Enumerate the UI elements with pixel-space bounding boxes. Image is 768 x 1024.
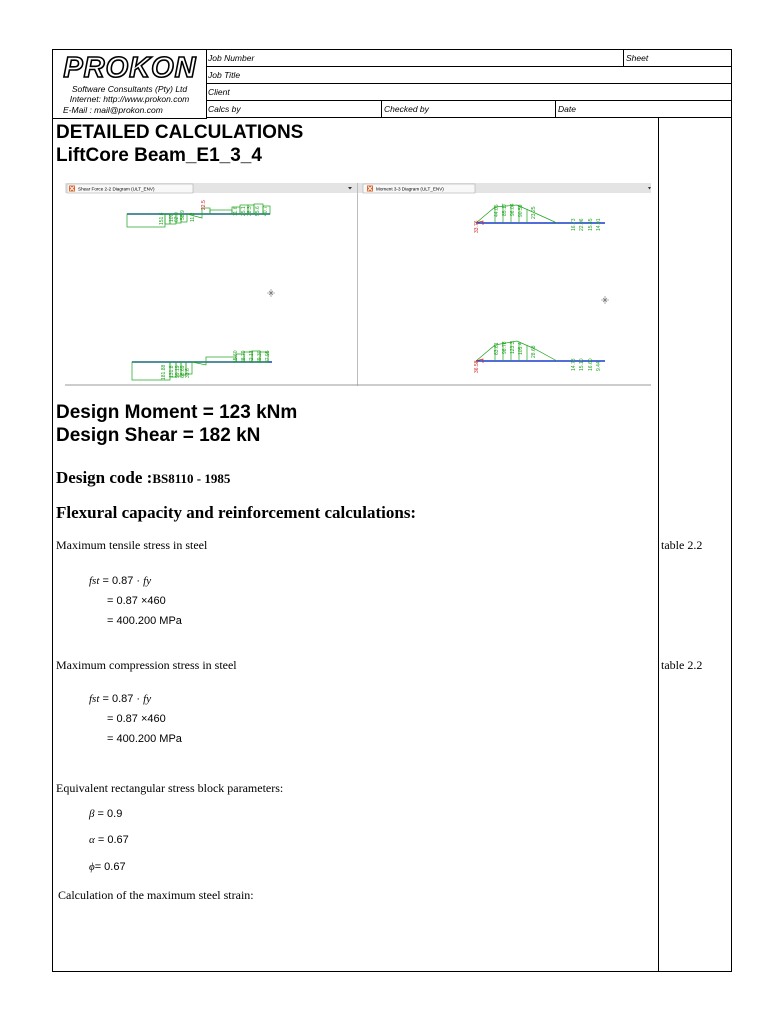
svg-text:68.69: 68.69	[180, 365, 186, 378]
svg-text:44.05: 44.05	[494, 204, 500, 217]
tensile-table-ref: table 2.2	[661, 538, 703, 552]
svg-text:14.78: 14.78	[571, 358, 577, 371]
svg-text:25.1: 25.1	[241, 206, 247, 216]
tensile-eq-3: = 400.200 MPa	[107, 615, 182, 627]
steel-strain-label: Calculation of the maximum steel strain:	[58, 888, 254, 902]
fst-symbol: fst	[89, 575, 100, 587]
svg-text:28.79: 28.79	[241, 350, 247, 363]
page-title: DETAILED CALCULATIONS	[56, 122, 304, 143]
svg-text:151.6: 151.6	[159, 212, 165, 225]
design-code-value: BS8110 - 1985	[152, 471, 231, 486]
tensile-eq-1	[89, 575, 151, 587]
compression-stress-label: Maximum compression stress in steel	[56, 658, 237, 672]
beta-eq	[89, 808, 122, 820]
fy-symbol: fy	[143, 575, 152, 587]
shear-diagram-top	[127, 200, 270, 227]
checked-by-field[interactable]	[382, 101, 556, 118]
prokon-logo	[57, 52, 203, 82]
svg-text:38.3: 38.3	[247, 206, 253, 216]
client-field[interactable]	[206, 84, 732, 101]
shear-diagram-bottom	[132, 350, 272, 380]
right-tab-label: Moment 3-3 Diagram (ULT_ENV)	[376, 186, 444, 192]
design-code-label: Design code :	[56, 468, 153, 487]
sheet-label: Sheet	[626, 53, 649, 63]
svg-text:22.5: 22.5	[201, 200, 207, 210]
svg-text:89.30: 89.30	[257, 350, 263, 363]
moment-diagram-top	[474, 203, 605, 233]
date-field[interactable]	[556, 101, 732, 118]
tensile-stress-label: Maximum tensile stress in steel	[56, 538, 208, 552]
svg-text:90.59: 90.59	[518, 204, 524, 217]
svg-text:28.68: 28.68	[531, 345, 537, 358]
moment-diagram-bottom	[474, 341, 605, 373]
company-name: Software Consultants (Pty) Ltd	[71, 84, 188, 94]
left-tab-label: Shear Force 2-2 Diagram (ULT_ENV)	[78, 186, 155, 192]
beta-value: = 0.9	[97, 808, 123, 820]
svg-text:123.3: 123.3	[510, 341, 516, 354]
close-icon	[69, 186, 75, 192]
svg-text:36.58: 36.58	[474, 360, 480, 373]
stress-block-label: Equivalent rectangular stress block parameters:	[56, 781, 284, 795]
tensile-eq-2: = 0.87 ×460	[107, 595, 166, 607]
close-icon	[367, 186, 373, 192]
move-cursor-icon	[601, 296, 609, 304]
svg-text:15.60: 15.60	[233, 350, 239, 363]
job-title-label: Job Title	[208, 70, 241, 80]
svg-text:62.13: 62.13	[249, 350, 255, 363]
date-label: Date	[558, 104, 576, 114]
compression-table-ref: table 2.2	[661, 658, 703, 672]
svg-text:9.44: 9.44	[596, 361, 602, 371]
phi-eq	[89, 861, 126, 873]
design-code	[56, 468, 230, 488]
phi-symbol: ϕ	[89, 861, 95, 873]
compression-eq-3: = 400.200 MPa	[107, 733, 182, 745]
fst-symbol: fst	[89, 693, 100, 705]
reference-column-divider	[658, 118, 659, 972]
beam-diagrams	[65, 183, 651, 386]
sheet-field[interactable]	[624, 50, 732, 67]
move-cursor-icon	[267, 289, 275, 297]
beam-title: LiftCore Beam_E1_3_4	[56, 145, 262, 166]
tensile-eq-1-text: = 0.87 ·	[102, 575, 144, 587]
svg-text:131.8: 131.8	[169, 365, 175, 378]
company-email: E-Mail : mail@prokon.com	[63, 105, 163, 115]
svg-text:22.06: 22.06	[579, 218, 585, 231]
calcs-by-field[interactable]	[206, 101, 382, 118]
svg-text:99.19: 99.19	[175, 365, 181, 378]
job-number-field[interactable]	[206, 50, 624, 67]
beta-symbol: β	[89, 808, 95, 820]
alpha-symbol: α	[89, 834, 95, 846]
svg-text:16.73: 16.73	[571, 218, 577, 231]
svg-text:23.25: 23.25	[531, 206, 537, 219]
checked-by-label: Checked by	[384, 104, 429, 114]
svg-text:105.4: 105.4	[518, 342, 524, 355]
svg-text:107: 107	[169, 213, 175, 222]
svg-text:11.6: 11.6	[233, 206, 239, 216]
alpha-value: = 0.67	[97, 834, 129, 846]
calcs-by-label: Calcs by	[208, 104, 241, 114]
svg-text:40.7: 40.7	[263, 206, 269, 216]
job-number-label: Job Number	[208, 53, 255, 63]
svg-text:15.45: 15.45	[588, 218, 594, 231]
svg-text:181.88: 181.88	[161, 364, 167, 380]
svg-text:62.9: 62.9	[174, 212, 180, 222]
svg-text:85.17: 85.17	[502, 203, 508, 216]
svg-text:55.6: 55.6	[255, 206, 261, 216]
calculation-sheet	[52, 49, 732, 972]
design-moment: Design Moment = 123 kNm	[56, 402, 298, 423]
prokon-logo-text: PROKON	[63, 52, 197, 82]
svg-text:63.61: 63.61	[494, 342, 500, 355]
svg-text:15.10: 15.10	[579, 358, 585, 371]
alpha-eq	[89, 834, 129, 846]
svg-text:96.04: 96.04	[510, 203, 516, 216]
phi-value: = 0.67	[94, 861, 126, 873]
svg-text:98.78: 98.78	[502, 341, 508, 354]
svg-text:11.2: 11.2	[190, 212, 196, 222]
job-title-field[interactable]	[206, 67, 732, 84]
svg-text:33.76: 33.76	[474, 220, 480, 233]
svg-text:14.91: 14.91	[596, 218, 602, 231]
svg-text:87.95: 87.95	[265, 350, 271, 363]
svg-text:16.60: 16.60	[588, 358, 594, 371]
compression-eq-1-text: = 0.87 ·	[102, 693, 144, 705]
client-label: Client	[208, 87, 230, 97]
svg-text:58.9: 58.9	[180, 210, 186, 220]
fy-symbol: fy	[143, 693, 152, 705]
compression-eq-1	[89, 693, 151, 705]
header-logo-cell	[53, 50, 207, 119]
svg-text:33.6: 33.6	[185, 368, 191, 378]
company-internet: Internet: http://www.prokon.com	[69, 94, 190, 104]
section-heading: Flexural capacity and reinforcement calculations:	[56, 503, 417, 522]
compression-eq-2: = 0.87 ×460	[107, 713, 166, 725]
right-diagram-panel	[358, 183, 651, 193]
design-shear: Design Shear = 182 kN	[56, 425, 261, 446]
